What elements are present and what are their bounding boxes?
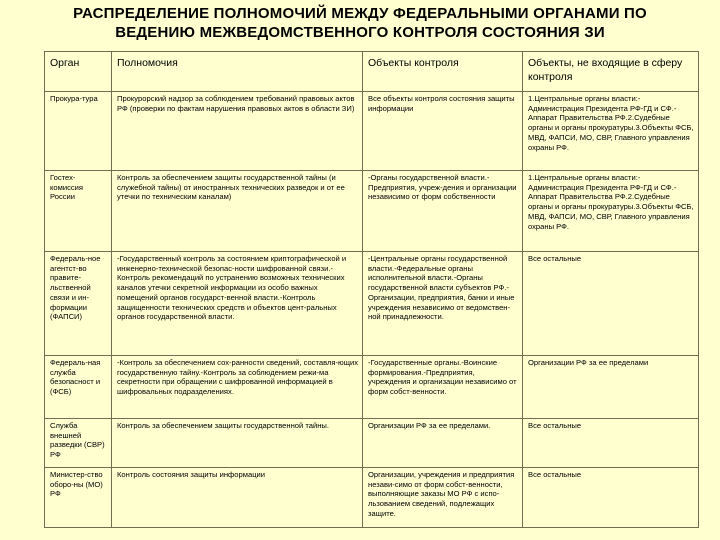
cell-powers: -Государственный контроль за состоянием криптографической и инженерно-технической безопас-ности шифрованной связи.-Контроль рекомендаций по устранению возможных технических каналов утечки секретной информации из особо важных помещений органов государст-венной власти.-Контроль защищенности технических средств и объектов цент-ральных органов государственной власти. [112,252,363,356]
slide-title-line-1: РАСПРЕДЕЛЕНИЕ ПОЛНОМОЧИЙ МЕЖДУ ФЕДЕРАЛЬНЫМИ ОРГАНАМИ ПО [73,5,647,22]
table-row [45,356,699,419]
cell-excluded: 1.Центральные органы власти:-Администрация Президента РФ-ГД и СФ.-Аппарат Правительства РФ.2.Судебные органы и органы прокуратуры.3.Объекты ФСБ, МВД, ФАПСИ, МО, СВР, Главного управления охраны РФ. [523,171,699,252]
cell-excluded: Все остальные [523,468,699,528]
cell-excluded: Все остальные [523,419,699,468]
cell-objects: -Органы государственной власти.-Предприятия, учреж-дения и организации независимо от форм собственности [363,171,523,252]
cell-powers: Контроль за обеспечением защиты государственной тайны. [112,419,363,468]
cell-organ: Служба внешней разведки (СВР) РФ [45,419,112,468]
header-organ: Орган [45,52,112,92]
cell-organ: Прокура-тура [45,92,112,171]
header-powers: Полномочия [112,52,363,92]
table-row [45,468,699,528]
table-row [45,92,699,171]
cell-excluded: Организации РФ за ее пределами [523,356,699,419]
cell-objects: -Государственные органы.-Воинские формирования.-Предприятия, учреждения и организации независимо от форм собст-венности. [363,356,523,419]
table-row [45,419,699,468]
powers-distribution-table [44,51,699,528]
cell-organ: Федераль-ная служба безопасност и (ФСБ) [45,356,112,419]
cell-organ: Федераль-ное агентст-во правите-льственной связи и ин-формации (ФАПСИ) [45,252,112,356]
slide-title [40,4,680,42]
cell-powers: -Контроль за обеспечением сох-ранности сведений, составля-ющих государственную тайну.-Контроль за соблюдением режи-ма секретности при обращении с шифрованной информацией в шифровальных подразделениях. [112,356,363,419]
cell-powers: Прокурорский надзор за соблюдением требований правовых актов РФ (проверки по фактам нарушения правовых актов в области ЗИ) [112,92,363,171]
table-row [45,171,699,252]
table-row [45,252,699,356]
cell-organ: Гостех-комиссия России [45,171,112,252]
header-objects: Объекты контроля [363,52,523,92]
cell-objects: -Центральные органы государственной власти.-Федеральные органы исполнительной власти.-Органы государственной власти субъектов РФ.-Организации, предприятия, банки и иные учреждения независимо от ведомствен-ной принадлежности. [363,252,523,356]
table-header-row [45,52,699,92]
cell-objects: Все объекты контроля состояния защиты информации [363,92,523,171]
cell-excluded: Все остальные [523,252,699,356]
cell-objects: Организации, учреждения и предприятия незави-симо от форм собст-венности, выполняющие заказы МО РФ с испо-льзованием сведений, подлежащих защите. [363,468,523,528]
cell-excluded: 1.Центральные органы власти:-Администрация Президента РФ-ГД и СФ.-Аппарат Правительства РФ.2.Судебные органы и органы прокуратуры.3.Объекты ФСБ, МВД, ФАПСИ, МО, СВР, Главного управления охраны РФ. [523,92,699,171]
cell-objects: Организации РФ за ее пределами. [363,419,523,468]
cell-organ: Министер-ство оборо-ны (МО) РФ [45,468,112,528]
slide-title-line-2: ВЕДЕНИЮ МЕЖВЕДОМСТВЕННОГО КОНТРОЛЯ СОСТОЯНИЯ ЗИ [115,24,605,41]
cell-powers: Контроль состояния защиты информации [112,468,363,528]
header-excluded-objects: Объекты, не входящие в сферу контроля [523,52,699,92]
cell-powers: Контроль за обеспечением защиты государственной тайны (и служебной тайны) от иностранных технических разведок и от ее утечки по техническим каналам) [112,171,363,252]
